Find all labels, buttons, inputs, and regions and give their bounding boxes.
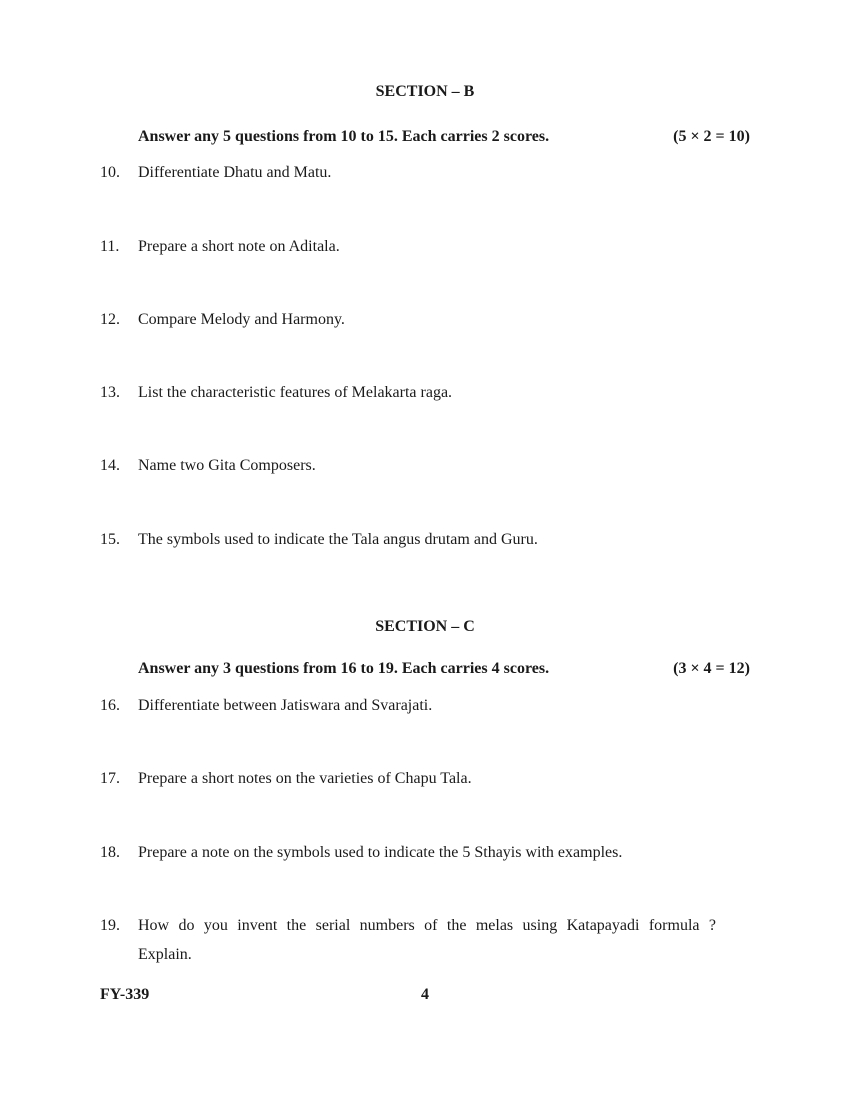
question-number: 10.: [100, 164, 120, 181]
section-b-instruction: Answer any 5 questions from 10 to 15. Each carries 2 scores.: [138, 128, 550, 145]
question-text: List the characteristic features of Melakarta raga.: [138, 384, 453, 401]
question-number: 14.: [100, 457, 120, 474]
question-text: Name two Gita Composers.: [138, 457, 316, 474]
question-text-continuation: Explain.: [138, 946, 192, 963]
question-text: Prepare a note on the symbols used to indicate the 5 Sthayis with examples.: [138, 844, 623, 861]
question-number: 18.: [100, 844, 120, 861]
question-number: 15.: [100, 531, 120, 548]
question-text: How do you invent the serial numbers of the melas using Katapayadi formula ?: [138, 917, 716, 934]
section-b-marks: (5 × 2 = 10): [673, 128, 750, 145]
question-number: 11.: [100, 238, 120, 255]
question-number: 16.: [100, 697, 120, 714]
question-number: 13.: [100, 384, 120, 401]
section-c-marks: (3 × 4 = 12): [673, 660, 750, 677]
paper-code: FY-339: [100, 986, 150, 1003]
question-text: Prepare a short note on Aditala.: [138, 238, 340, 255]
section-c-title: SECTION – C: [375, 618, 475, 635]
page-number: 4: [421, 986, 429, 1003]
question-text: Differentiate between Jatiswara and Svarajati.: [138, 697, 433, 714]
question-text: Differentiate Dhatu and Matu.: [138, 164, 332, 181]
section-c-instruction: Answer any 3 questions from 16 to 19. Each carries 4 scores.: [138, 660, 550, 677]
section-b-title: SECTION – B: [375, 83, 475, 100]
question-number: 12.: [100, 311, 120, 328]
question-text: The symbols used to indicate the Tala angus drutam and Guru.: [138, 531, 538, 548]
question-number: 19.: [100, 917, 120, 934]
question-text: Prepare a short notes on the varieties of Chapu Tala.: [138, 770, 472, 787]
question-number: 17.: [100, 770, 120, 787]
question-text: Compare Melody and Harmony.: [138, 311, 345, 328]
